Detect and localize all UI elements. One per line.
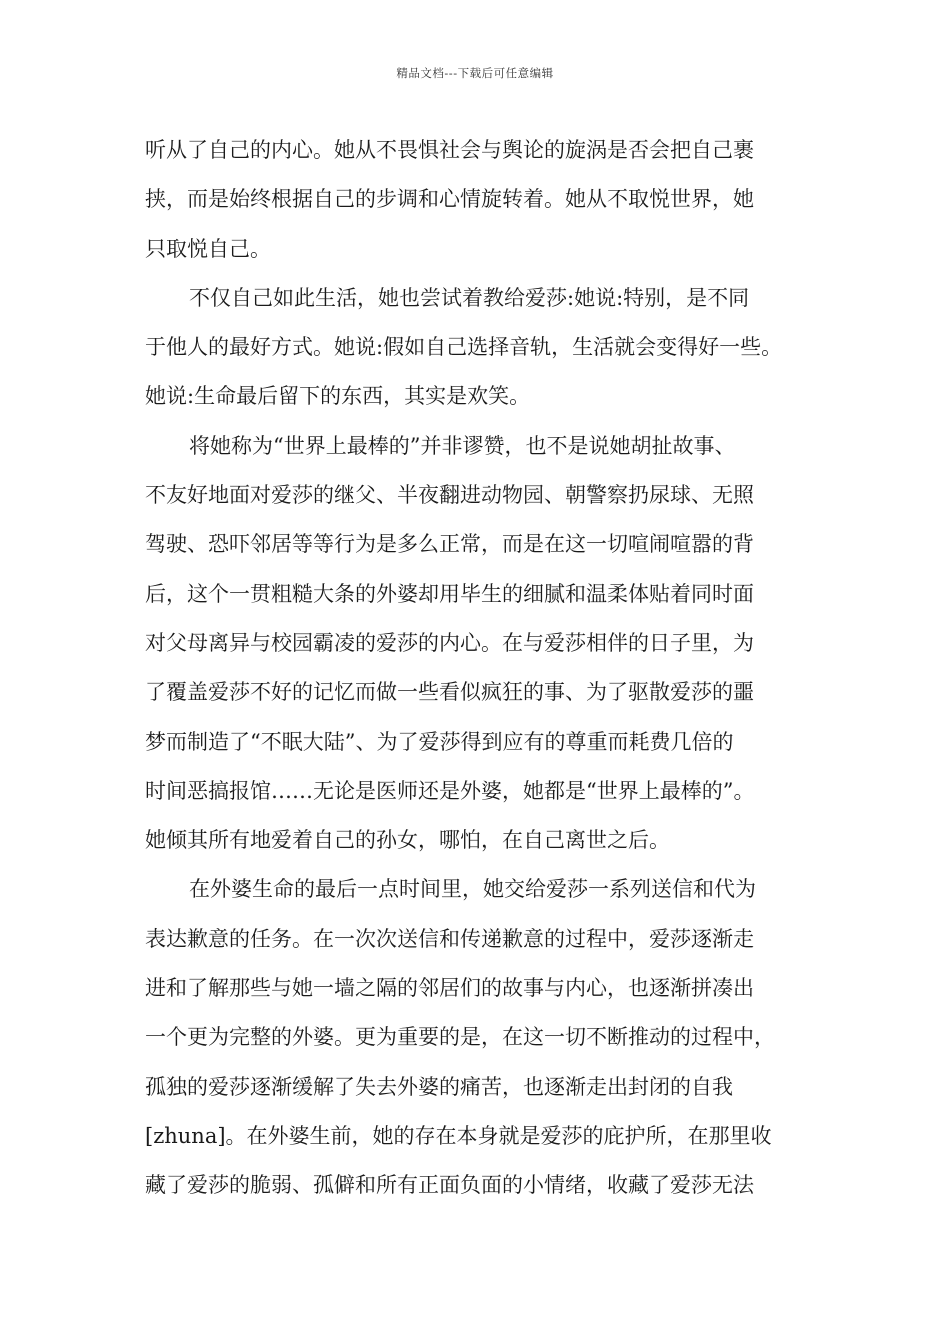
text-line: 时间恶搞报馆……无论是医师还是外婆，她都是“世界上最棒的”。 bbox=[145, 778, 755, 803]
text-line: 于他人的最好方式。她说:假如自己选择音轨，生活就会变得好一些。 bbox=[145, 335, 783, 360]
text-line: 孤独的爱莎逐渐缓解了失去外婆的痛苦，也逐渐走出封闭的自我 bbox=[145, 1074, 733, 1099]
text-line: 梦而制造了“不眠大陆”、为了爱莎得到应有的尊重而耗费几倍的 bbox=[145, 729, 734, 754]
text-line: 听从了自己的内心。她从不畏惧社会与舆论的旋涡是否会把自己裹 bbox=[145, 138, 754, 162]
text-line: 她说:生命最后留下的东西，其实是欢笑。 bbox=[145, 384, 531, 409]
page-header: 精品文档---下载后可任意编辑 bbox=[396, 66, 554, 80]
text-line: 不仅自己如此生活，她也尝试着教给爱莎:她说:特别，是不同 bbox=[189, 285, 750, 310]
text-line: 一个更为完整的外婆。更为重要的是，在这一切不断推动的过程中， bbox=[145, 1025, 775, 1050]
text-line: 不友好地面对爱莎的继父、半夜翻进动物园、朝警察扔尿球、无照 bbox=[145, 483, 754, 508]
text-line: 将她称为“世界上最棒的”并非谬赞，也不是说她胡扯故事、 bbox=[189, 433, 736, 458]
text-line: 进和了解那些与她一墙之隔的邻居们的故事与内心，也逐渐拼凑出 bbox=[145, 976, 754, 1001]
text-line: 在外婆生命的最后一点时间里，她交给爱莎一系列送信和代为 bbox=[189, 877, 756, 902]
document-body bbox=[145, 126, 810, 1211]
text-line: 她倾其所有地爱着自己的孙女，哪怕，在自己离世之后。 bbox=[145, 828, 670, 853]
text-line: [zhuna]。在外婆生前，她的存在本身就是爱莎的庇护所，在那里收 bbox=[145, 1123, 772, 1148]
text-line: 驾驶、恐吓邻居等等行为是多么正常，而是在这一切喧闹喧嚣的背 bbox=[145, 532, 754, 557]
text-line: 后，这个一贯粗糙大条的外婆却用毕生的细腻和温柔体贴着同时面 bbox=[145, 581, 754, 606]
text-line: 对父母离异与校园霸凌的爱莎的内心。在与爱莎相伴的日子里，为 bbox=[145, 630, 754, 655]
text-line: 挟，而是始终根据自己的步调和心情旋转着。她从不取悦世界，她 bbox=[145, 187, 754, 212]
text-line: 只取悦自己。 bbox=[145, 236, 271, 261]
text-line: 藏了爱莎的脆弱、孤僻和所有正面负面的小情绪，收藏了爱莎无法 bbox=[145, 1173, 754, 1198]
text-line: 表达歉意的任务。在一次次送信和传递歉意的过程中，爱莎逐渐走 bbox=[145, 926, 754, 951]
text-line: 了覆盖爱莎不好的记忆而做一些看似疯狂的事、为了驱散爱莎的噩 bbox=[145, 680, 754, 705]
